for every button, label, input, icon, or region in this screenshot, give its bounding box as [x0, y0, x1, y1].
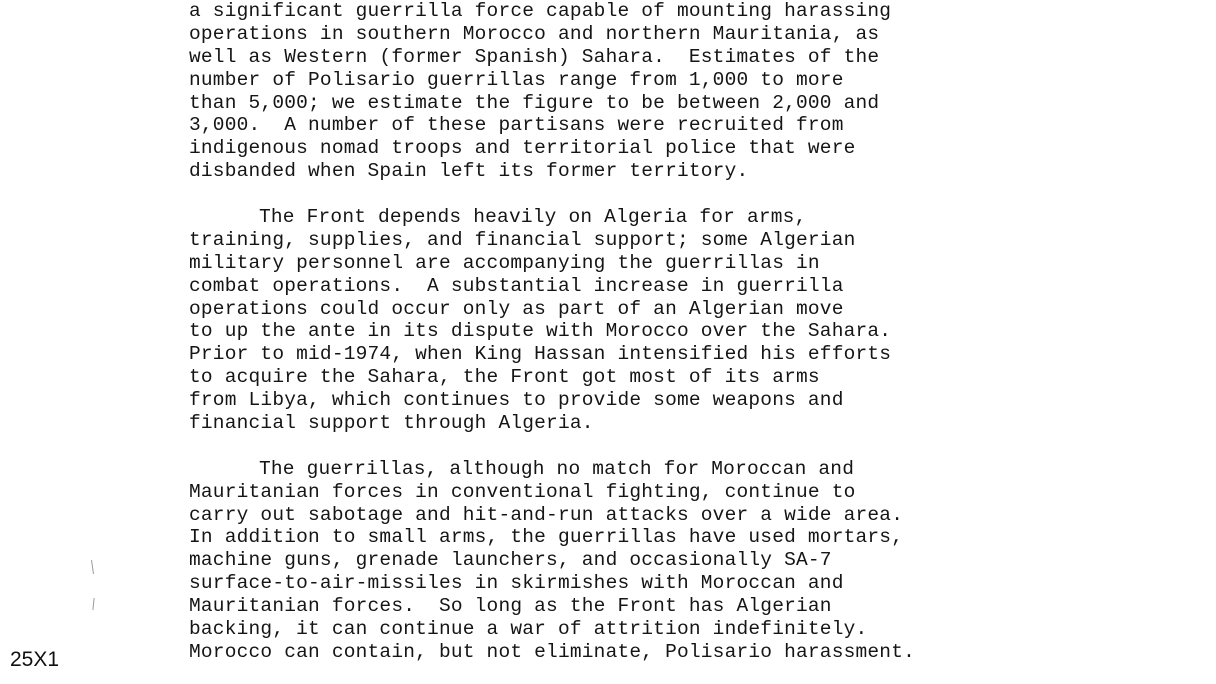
text-line: operations could occur only as part of an Algerian move: [189, 297, 844, 320]
text-line: Mauritanian forces. So long as the Front has Algerian: [189, 595, 832, 618]
text-line: indigenous nomad troops and territorial police that were: [189, 137, 856, 160]
paragraph-3: [189, 458, 1089, 664]
text-line: surface-to-air-missiles in skirmishes with Moroccan and: [189, 572, 844, 595]
text-line: The Front depends heavily on Algeria for arms,: [259, 206, 807, 229]
text-line: In addition to small arms, the guerrillas have used mortars,: [189, 526, 904, 549]
text-line: Morocco can contain, but not eliminate, Polisario harassment.: [189, 640, 916, 663]
text-line: The guerrillas, although no match for Moroccan and: [259, 457, 855, 480]
text-line: machine guns, grenade launchers, and occasionally SA-7: [189, 549, 832, 572]
text-line: a significant guerrilla force capable of mounting harassing: [189, 0, 892, 22]
text-line: military personnel are accompanying the guerrillas in: [189, 251, 820, 274]
text-line: number of Polisario guerrillas range from 1,000 to more: [189, 68, 844, 91]
text-line: than 5,000; we estimate the figure to be between 2,000 and: [189, 91, 880, 114]
text-line: operations in southern Morocco and northern Mauritania, as: [189, 22, 880, 45]
text-line: Mauritanian forces in conventional fighting, continue to: [189, 480, 856, 503]
text-line: to acquire the Sahara, the Front got most of its arms: [189, 366, 820, 389]
text-line: disbanded when Spain left its former territory.: [189, 160, 749, 183]
scan-mark: [91, 560, 94, 574]
text-line: to up the ante in its dispute with Morocco over the Sahara.: [189, 320, 892, 343]
text-line: combat operations. A substantial increase in guerrilla: [189, 274, 844, 297]
sanitization-marker: 25X1: [10, 648, 60, 671]
text-line: carry out sabotage and hit-and-run attacks over a wide area.: [189, 503, 904, 526]
text-line: financial support through Algeria.: [189, 412, 594, 435]
scan-mark: [92, 598, 94, 610]
text-line: backing, it can continue a war of attrition indefinitely.: [189, 618, 868, 641]
text-line: from Libya, which continues to provide some weapons and: [189, 389, 844, 412]
document-body: [189, 0, 1089, 664]
paragraph-2: [189, 206, 1089, 435]
text-line: training, supplies, and financial support; some Algerian: [189, 228, 856, 251]
paragraph-1: [189, 0, 1089, 183]
text-line: well as Western (former Spanish) Sahara. Estimates of the: [189, 45, 880, 68]
text-line: Prior to mid-1974, when King Hassan intensified his efforts: [189, 343, 892, 366]
text-line: 3,000. A number of these partisans were recruited from: [189, 114, 844, 137]
